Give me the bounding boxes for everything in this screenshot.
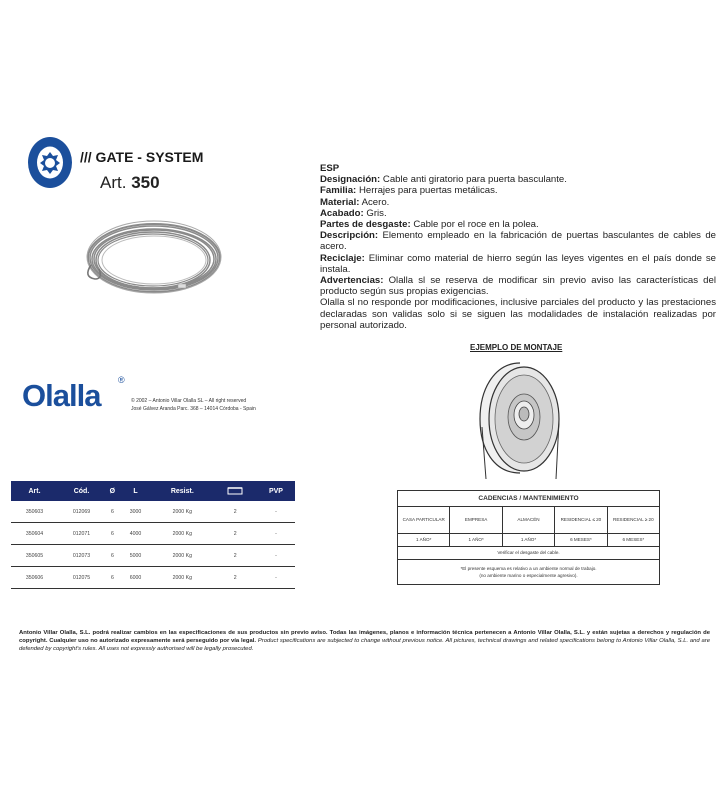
cell-length: 5000: [120, 545, 151, 567]
cell-resist: 2000 Kg: [151, 501, 213, 523]
description-row: Descripción: Elemento empleado en la fabricación de puertas basculantes de cables de acero.: [320, 230, 716, 253]
cell-cod: 012071: [58, 523, 105, 545]
olalla-wordmark-icon: [20, 372, 130, 412]
olalla-logo: [20, 372, 130, 412]
maint-header: CASA PARTICULAR: [398, 507, 450, 533]
cell-resist: 2000 Kg: [151, 523, 213, 545]
legal-spanish: Antonio Villar Olalla, S.L. podrá realizar cambios en las especificaciones de sus productos sin previo aviso. Todas las imágenes, planos e información técnica pertenecen a Antonio Villar Olalla, S.L. y están sujetas a derechos y regulación de copyright. Cualquier uso no autorizado expresamente será perseguido por vía legal.: [19, 630, 710, 644]
pulley-diagram: [476, 357, 568, 479]
product-table: [11, 481, 295, 589]
cell-package: 2: [213, 501, 256, 523]
table-row: [11, 501, 295, 523]
maintenance-check: Verificar el desgaste del cable.: [398, 547, 659, 560]
maint-header: RESIDENCIAL ≥ 20: [613, 517, 654, 522]
description-extra: Olalla sl no responde por modificaciones, inclusive parciales del producto y las prestaciones declaradas son validas solo si se siguen las modalidades de instalación realizadas por personal autorizado.: [320, 297, 716, 331]
cell-art: 350604: [11, 523, 58, 545]
maint-header: ALMACÉN: [503, 507, 555, 533]
cell-cod: 012073: [58, 545, 105, 567]
cell-diameter: 6: [105, 567, 120, 589]
cell-pvp: -: [257, 523, 295, 545]
maint-value: 1 AÑO*: [503, 534, 555, 546]
table-row: [11, 567, 295, 589]
maintenance-values-row: [398, 534, 659, 547]
description-row: Reciclaje: Eliminar como material de hierro según las leyes vigentes en el país donde se instala.: [320, 252, 716, 275]
cell-resist: 2000 Kg: [151, 545, 213, 567]
header-cod: Cód.: [58, 481, 105, 501]
cell-art: 350603: [11, 501, 58, 523]
maint-value: 6 MESES*: [622, 537, 645, 542]
legal-english: Product specifications are subjected to change without previous notice. All pictures, technical drawings and related specifications belong to Antonio Villar Olalla, S.L. and are defended by copyright's rules. All uses not expressly authorised will be legally prosecuted.: [19, 638, 710, 652]
cell-pvp: -: [257, 567, 295, 589]
cell-cod: 012075: [58, 567, 105, 589]
cell-cod: 012069: [58, 501, 105, 523]
cell-length: 4000: [120, 523, 151, 545]
maint-header: EMPRESA: [450, 507, 502, 533]
cell-package: 2: [213, 567, 256, 589]
cell-length: 6000: [120, 567, 151, 589]
maint-value: 1 AÑO*: [398, 534, 450, 546]
cell-package: 2: [213, 523, 256, 545]
table-row: [11, 523, 295, 545]
montaje-title: EJEMPLO DE MONTAJE: [470, 343, 563, 352]
copyright-notice: © 2002 – Antonio Villar Olalla SL – All right reserved José Gálvez Aranda Parc. 368 – 14014 Córdoba - Spain: [131, 398, 256, 412]
olalla-round-logo-icon: [27, 136, 73, 189]
product-description: [320, 163, 716, 331]
maintenance-title: CADENCIAS / MANTENIMIENTO: [398, 491, 659, 507]
cell-package: 2: [213, 545, 256, 567]
description-row: Advertencias: Olalla sl se reserva de modificar sin previo aviso las características del producto según sus propias exigencias.: [320, 275, 716, 298]
maint-value: 6 MESES*: [555, 534, 607, 546]
maintenance-table: [397, 490, 660, 585]
svg-text:Olalla: Olalla: [22, 378, 101, 412]
header-art: Art.: [11, 481, 58, 501]
cell-diameter: 6: [105, 501, 120, 523]
article-title: Art. 350: [100, 173, 160, 192]
header-resist: Resist.: [151, 481, 213, 501]
table-row: [11, 545, 295, 567]
cable-coil-image: [78, 210, 228, 310]
cell-art: 350606: [11, 567, 58, 589]
cell-pvp: -: [257, 545, 295, 567]
cell-length: 3000: [120, 501, 151, 523]
language-code: ESP: [320, 163, 340, 174]
header-diameter: Ø: [105, 481, 120, 501]
box-icon: [227, 486, 243, 495]
svg-text:®: ®: [118, 375, 125, 385]
header-length: L: [120, 481, 151, 501]
cell-diameter: 6: [105, 523, 120, 545]
maint-header: RESIDENCIAL ≤ 20: [555, 507, 607, 533]
description-row: Acabado: Gris.: [320, 207, 387, 219]
maintenance-note: *El presente esquema es relativo a un ambiente normal de trabajo. (no ambiente marino o especialmente agresivo).: [460, 566, 597, 578]
table-header-row: [11, 481, 295, 501]
description-row: Material: Acero.: [320, 196, 390, 208]
description-row: Familia: Herrajes para puertas metálicas.: [320, 185, 498, 197]
header-package: [213, 481, 256, 501]
cell-diameter: 6: [105, 545, 120, 567]
maintenance-header-row: [398, 507, 659, 534]
maint-value: 1 AÑO*: [450, 534, 502, 546]
description-row: Designación: Cable anti giratorio para puerta basculante.: [320, 174, 567, 186]
product-series: /// GATE - SYSTEM: [80, 149, 204, 165]
header-pvp: PVP: [257, 481, 295, 501]
description-row: Partes de desgaste: Cable por el roce en la polea.: [320, 219, 539, 231]
cell-pvp: -: [257, 501, 295, 523]
cell-art: 350605: [11, 545, 58, 567]
legal-disclaimer: [19, 629, 710, 653]
cell-resist: 2000 Kg: [151, 567, 213, 589]
